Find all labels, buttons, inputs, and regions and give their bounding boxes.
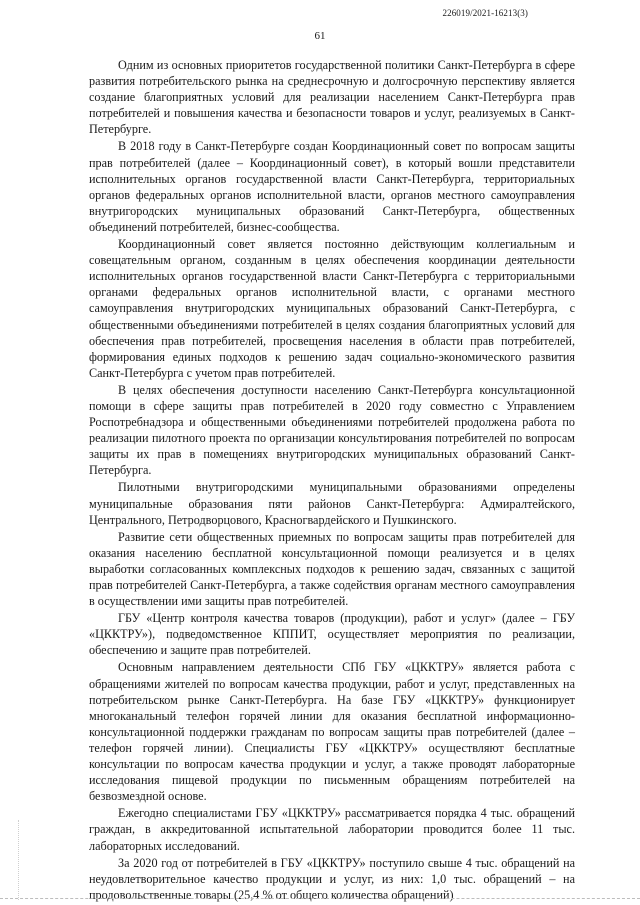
paragraph: Одним из основных приоритетов государственной политики Санкт-Петербурга в сфере развития потребительского рынка на среднесрочную и долгосрочную перспективу является создание благоприятных условий для реализации населением Санкт-Петербурга прав потребителей и повышения качества и безопасности товаров и услуг, реализуемых в Санкт-Петербурге. [89, 58, 575, 137]
body-text [89, 57, 575, 904]
paragraph: В целях обеспечения доступности населению Санкт-Петербурга консультационной помощи в сфере защиты прав потребителей в 2020 году совместно с Управлением Роспотребнадзора и общественными объединениями потребителей продолжена работа по реализации пилотного проекта по организации консультирования потребителей по вопросам защиты их прав в помещениях внутригородских муниципальных образований Санкт-Петербурга. [89, 382, 575, 478]
scan-bottom-edge [0, 898, 640, 899]
paragraph: ГБУ «Центр контроля качества товаров (продукции), работ и услуг» (далее – ГБУ «ЦККТРУ»), подведомственное КППИТ, осуществляет мероприятия по реализации, обеспечению и защите прав потребителей. [89, 611, 575, 658]
paragraph: Развитие сети общественных приемных по вопросам защиты прав потребителей для оказания населению бесплатной консультационной помощи реализуется и в целях выработки согласованных комплексных подходов к решению задач, связанных с защитой прав потребителей Санкт-Петербурга, а также содействия органам местного самоуправления в осуществлении ими защиты прав потребителей. [89, 529, 575, 609]
paragraph: В 2018 году в Санкт-Петербурге создан Координационный совет по вопросам защиты прав потребителей (далее – Координационный совет), в который вошли представители исполнительных органов государственной власти Санкт-Петербурга, территориальных органов федеральных органов исполнительной власти, органов местного самоуправления внутригородских муниципальных образований Санкт-Петербурга, общественных объединений потребителей, бизнес-сообщества. [89, 139, 575, 234]
page-number: 61 [314, 30, 326, 42]
paragraph: Пилотными внутригородскими муниципальными образованиями определены муниципальные образования пяти районов Санкт-Петербурга: Адмиралтейского, Центрального, Петродворцового, Красногвардейского и Пушкинского. [89, 480, 575, 527]
paragraph: Основным направлением деятельности СПб ГБУ «ЦККТРУ» является работа с обращениями жителей по вопросам качества продукции, работ и услуг, представленных на потребительском рынке Санкт-Петербурга. На базе ГБУ «ЦККТРУ» функционирует многоканальный телефон горячей линии для оказания бесплатной информационно-консультационной поддержки гражданам по вопросам защиты прав потребителей (далее – телефон горячей линии). Специалисты ГБУ «ЦККТРУ» осуществляют бесплатные консультации по вопросам качества продукции и услуг, а также проводят лабораторные исследования пищевой продукции по письменным обращениям потребителей на безвозмездной основе. [89, 660, 575, 804]
paragraph: Координационный совет является постоянно действующим коллегиальным и совещательным органом, созданным в целях обеспечения координации деятельности исполнительных органов государственной власти Санкт-Петербурга с территориальными органами федеральных органов исполнительной власти, с органами местного самоуправления внутригородских муниципальных образований Санкт-Петербурга, с общественными объединениями потребителей в целях создания благоприятных условий для обеспечения прав потребителей, просвещения населения в области прав потребителей, формирования единых подходов к решению задач социально-экономического развития Санкт-Петербурга с учетом прав потребителей. [89, 237, 575, 380]
doc-id: 226019/2021-16213(3) [442, 8, 528, 18]
scan-edge-marks [18, 820, 27, 900]
paragraph: Ежегодно специалистами ГБУ «ЦККТРУ» рассматривается порядка 4 тыс. обращений граждан, в аккредитованной испытательной лаборатории проводится более 11 тыс. лабораторных исследований. [89, 806, 575, 853]
paragraph: За 2020 год от потребителей в ГБУ «ЦККТРУ» поступило свыше 4 тыс. обращений на неудовлетворительное качество продукции и услуг, из них: 1,0 тыс. обращений – на продовольственные товары (25,4 % от общего количества обращений) [89, 855, 575, 902]
